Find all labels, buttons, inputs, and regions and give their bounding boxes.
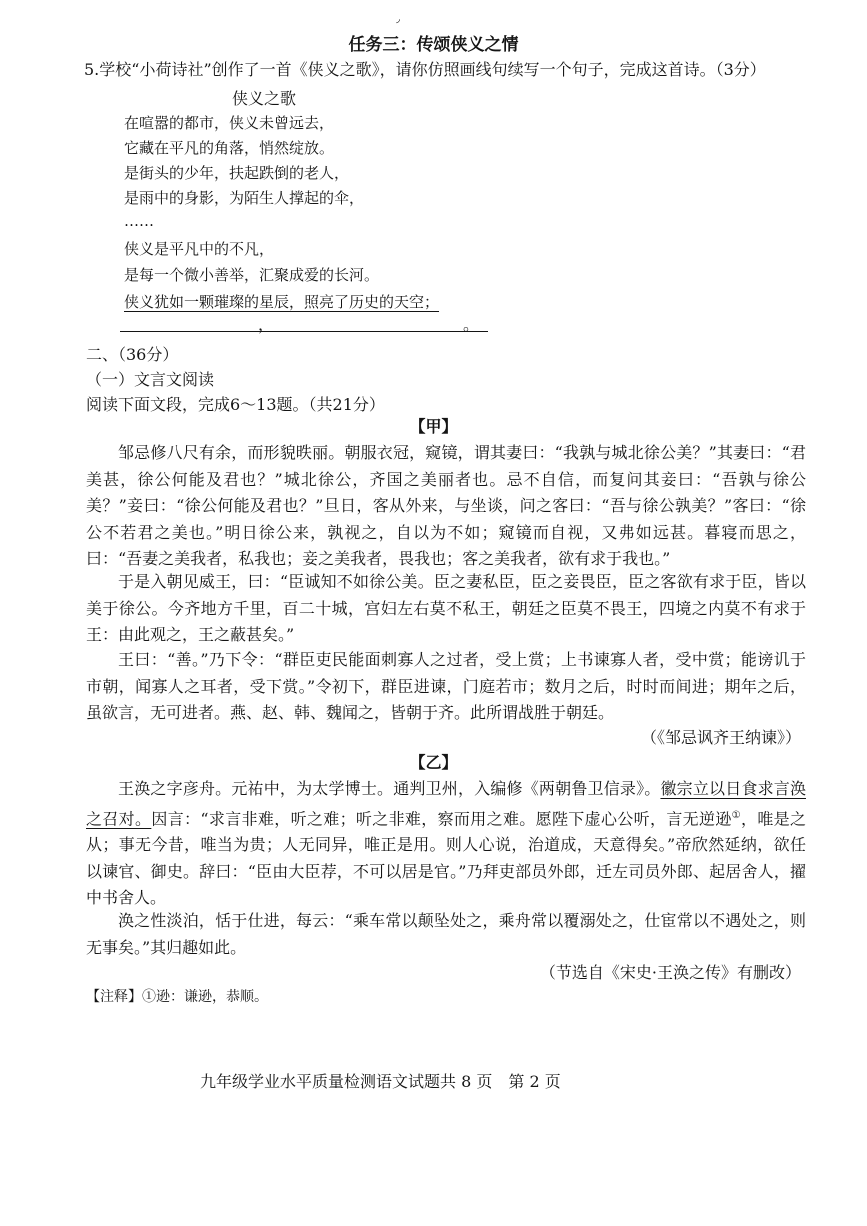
question-5-prompt: 5.学校“小荷诗社”创作了一首《侠义之歌》，请你仿照画线句续写一个句子，完成这首诗。（3分）	[84, 60, 766, 79]
poem-title: 侠义之歌	[232, 89, 297, 108]
page-footer: 九年级学业水平质量检测语文试题共 8 页 第 2 页	[200, 1072, 561, 1091]
passage-jia-paragraph-3: 王曰：“善。”乃下令：“群臣吏民能面刺寡人之过者，受上赏；上书谏寡人者，受中赏；能谤讥于市朝，闻寡人之耳者，受下赏。”令初下，群臣进谏，门庭若市；数月之后，时时而间进；期年之后，虽欲言，无可进者。燕、赵、韩、魏闻之，皆朝于齐。此所谓战胜于朝廷。	[86, 650, 806, 722]
passage-jia-paragraph-2: 于是入朝见威王，曰：“臣诚知不如徐公美。臣之妻私臣，臣之妾畏臣，臣之客欲有求于臣，皆以美于徐公。今齐地方千里，百二十城，宫妇左右莫不私王，朝廷之臣莫不畏王，四境之内莫不有求于王：由此观之，王之蔽甚矣。”	[86, 572, 806, 644]
footnote: 【注释】①逊：谦逊，恭顺。	[86, 989, 268, 1005]
poem-line: 是街头的少年，扶起跌倒的老人，	[124, 164, 350, 182]
scan-mark: ◞	[396, 14, 400, 25]
section-two-heading: 二、（36分）	[86, 345, 179, 364]
poem-ellipsis: ……	[124, 212, 154, 230]
passage-yi-paragraph-1	[86, 776, 806, 912]
passage-jia-paragraph-1: 邹忌修八尺有余，而形貌昳丽。朝服衣冠，窥镜，谓其妻曰：“我孰与城北徐公美？”其妻曰：“君美甚，徐公何能及君也？”城北徐公，齐国之美丽者也。忌不自信，而复问其妾曰：“吾孰与徐公美？”妾曰：“徐公何能及君也？”旦日，客从外来，与坐谈，问之客曰：“吾与徐公孰美？”客曰：“徐公不若君之美也。”明日徐公来，孰视之，自以为不如；窥镜而自视，又弗如远甚。暮寝而思之，曰：“吾妻之美我者，私我也；妾之美我者，畏我也；客之美我者，欲有求于我也。”	[86, 443, 806, 568]
poem-line: 它藏在平凡的角落，悄然绽放。	[124, 139, 335, 157]
poem-underlined-model-line: 侠义犹如一颗璀璨的星辰，照亮了历史的天空；	[124, 293, 440, 311]
reading-instruction: 阅读下面文段，完成6～13题。（共21分）	[86, 395, 385, 414]
passage-yi-label: 【乙】	[409, 753, 458, 772]
task-title: 任务三：传颂侠义之情	[348, 35, 519, 55]
passage-jia-label: 【甲】	[409, 417, 458, 436]
passage-yi-text: 因言：“求言非难，听之难；听之非难，察而用之难。愿陛下虚心公听，言无逆逊	[151, 808, 732, 828]
answer-blank-period: 。	[463, 315, 480, 334]
passage-yi-paragraph-2: 涣之性淡泊，恬于仕进，每云：“乘车常以颠坠处之，乘舟常以覆溺处之，仕宦常以不遇处之，则无事矣。”其归趣如此。	[86, 911, 806, 957]
passage-jia-source: （《邹忌讽齐王纳谏》）	[640, 728, 801, 747]
passage-yi-text: 王涣之字彦舟。元祐中，为太学博士。通判卫州，入编修《两朝鲁卫信录》。	[118, 779, 661, 798]
poem-line: 是雨中的身影，为陌生人撑起的伞，	[124, 189, 365, 207]
poem-line: 在喧嚣的都市，侠义未曾远去，	[124, 114, 335, 132]
poem-line: 侠义是平凡中的不凡，	[124, 240, 275, 258]
classical-reading-heading: （一）文言文阅读	[86, 370, 215, 389]
answer-blank-comma: ，	[258, 315, 275, 334]
footnote-marker: ①	[731, 809, 741, 821]
passage-yi-text: ，唯是之从；事无今昔，唯当为贵；人无同异，唯正是用。则人心说，治道成，天意得矣。”帝欣然延纳，欲任以谏官、御史。辞曰：“臣由大臣荐，不可以居是官。”乃拜吏部员外郎，迁左司员外郎、起居舍人，擢中书舍人。	[86, 808, 806, 908]
passage-yi-source: （节选自《宋史·王涣之传》有删改）	[539, 963, 801, 982]
passage-yi-underlined-sentence: 徽宗立以日食求言涣之召对。	[86, 779, 806, 828]
poem-line: 是每一个微小善举，汇聚成爱的长河。	[124, 266, 380, 284]
answer-blank-line[interactable]	[120, 331, 488, 332]
